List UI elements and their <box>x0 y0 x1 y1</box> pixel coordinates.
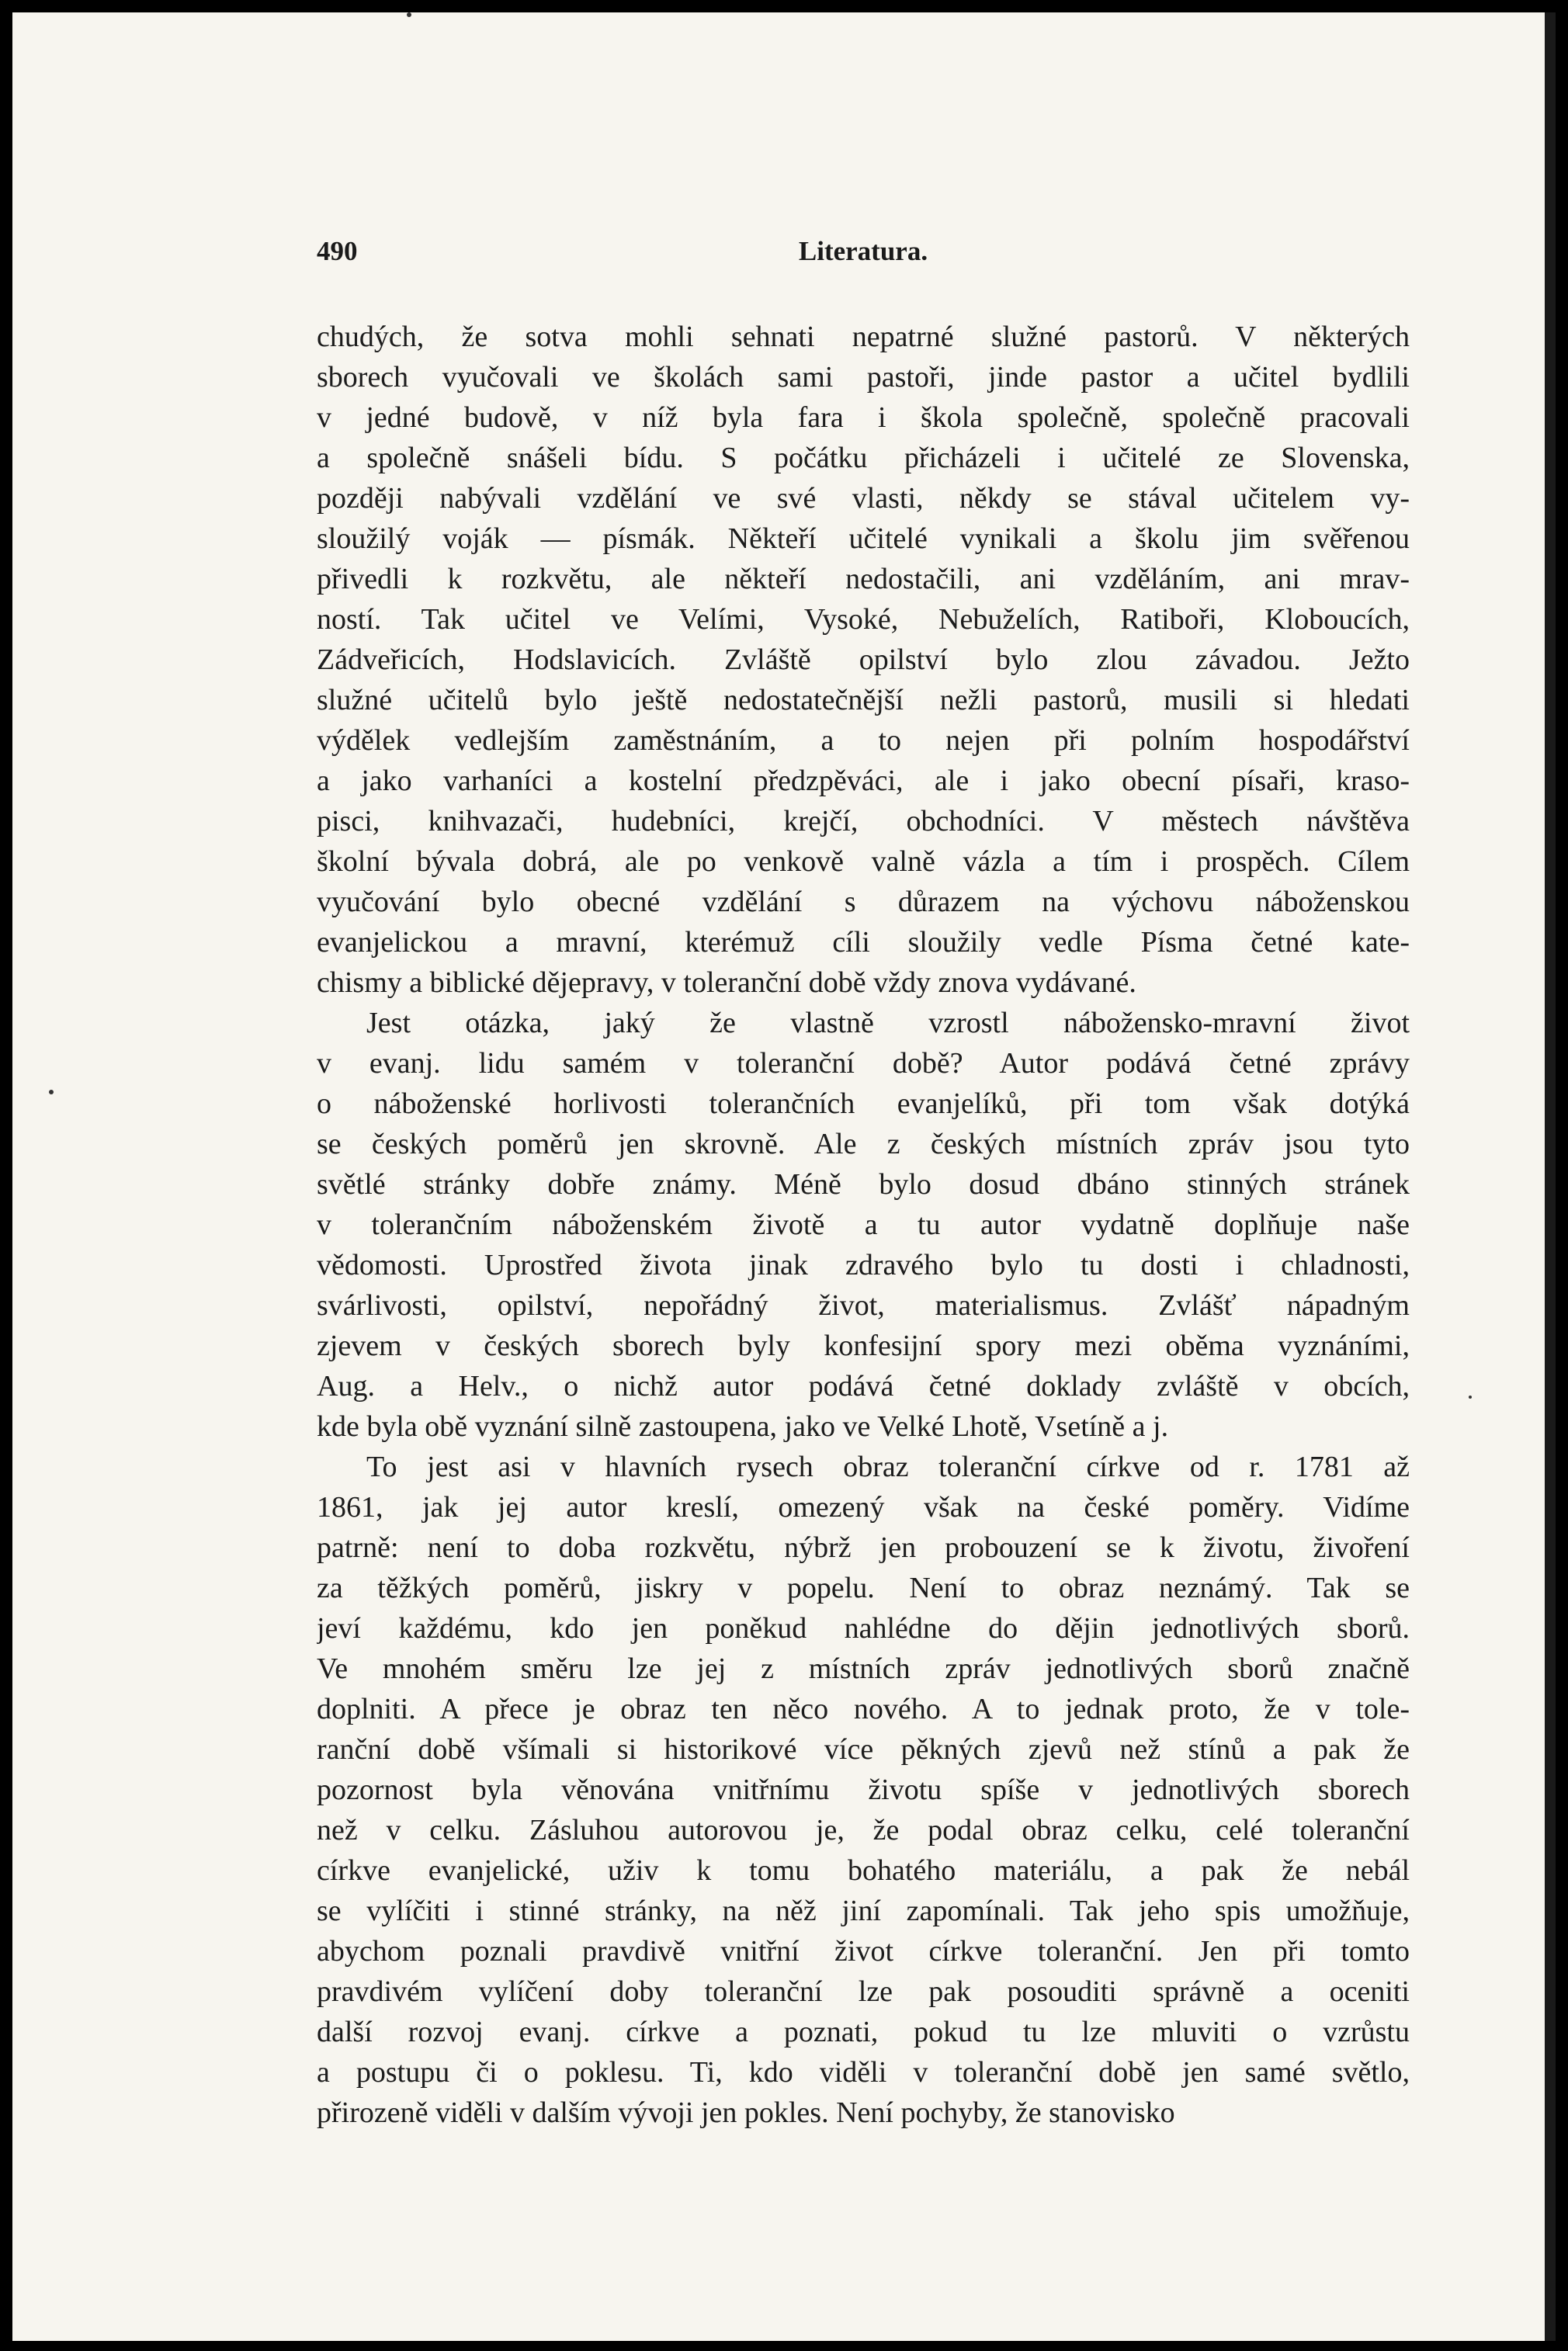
text-line: později nabývali vzdělání ve své vlasti, někdy se stával učitelem vy- <box>317 482 1410 515</box>
text-line: Aug. a Helv., o nichž autor podává četné doklady zvláště v obcích, <box>317 1370 1410 1403</box>
paragraph <box>317 317 1410 1003</box>
text-line: svárlivosti, opilství, nepořádný život, materialismus. Zvlášť nápadným <box>317 1289 1410 1322</box>
text-line: Ve mnohém směru lze jej z místních zpráv jednotlivých sborů značně <box>317 1652 1410 1685</box>
text-line: se vylíčiti i stinné stránky, na něž jiní zapomínali. Tak jeho spis umožňuje, <box>317 1895 1410 1927</box>
text-line: další rozvoj evanj. církve a poznati, pokud tu lze mluviti o vzrůstu <box>317 2016 1410 2048</box>
text-line: ností. Tak učitel ve Velími, Vysoké, Nebuželích, Ratiboři, Kloboucích, <box>317 603 1410 636</box>
text-line: v evanj. lidu samém v toleranční době? Autor podává četné zprávy <box>317 1047 1410 1080</box>
text-line: přivedli k rozkvětu, ale někteří nedostačili, ani vzděláním, ani mrav- <box>317 563 1410 595</box>
text-line: školní bývala dobrá, ale po venkově valně vázla a tím i prospěch. Cílem <box>317 845 1410 878</box>
text-line: chismy a biblické dějepravy, v toleranční době vždy znova vydávané. <box>317 966 1136 999</box>
text-line: Zádveřicích, Hodslavicích. Zvláště opilství bylo zlou závadou. Ježto <box>317 643 1410 676</box>
text-line: sloužilý voják — písmák. Někteří učitelé vynikali a školu jim svěřenou <box>317 522 1410 555</box>
text-line: vyučování bylo obecné vzdělání s důrazem na výchovu náboženskou <box>317 886 1410 918</box>
text-line: výdělek vedlejším zaměstnáním, a to nejen při polním hospodářství <box>317 724 1410 757</box>
paragraph <box>317 1003 1410 1447</box>
scan-speck <box>49 1090 54 1094</box>
text-line: jeví každému, kdo jen poněkud nahlédne do dějin jednotlivých sborů. <box>317 1612 1410 1645</box>
text-line: církve evanjelické, uživ k tomu bohatého materiálu, a pak že nebál <box>317 1854 1410 1887</box>
scanned-page <box>12 12 1556 2341</box>
text-line: o náboženské horlivosti tolerančních evanjelíků, při tom však dotýká <box>317 1087 1410 1120</box>
running-title: Literatura. <box>798 236 928 266</box>
page-edge-shadow <box>1545 12 1556 2341</box>
body-text <box>317 317 1410 2133</box>
text-line: To jest asi v hlavních rysech obraz toleranční církve od r. 1781 až <box>366 1451 1410 1483</box>
text-line: pisci, knihvazači, hudebníci, krejčí, obchodníci. V městech návštěva <box>317 805 1410 837</box>
text-line: evanjelickou a mravní, kterémuž cíli sloužily vedle Písma četné kate- <box>317 926 1410 959</box>
text-line: se českých poměrů jen skrovně. Ale z českých místních zpráv jsou tyto <box>317 1128 1410 1160</box>
text-line: chudých, že sotva mohli sehnati nepatrné služné pastorů. V některých <box>317 321 1410 353</box>
text-line: Jest otázka, jaký že vlastně vzrostl nábožensko-mravní život <box>366 1007 1410 1039</box>
text-line: vědomosti. Uprostřed života jinak zdravého bylo tu dosti i chladnosti, <box>317 1249 1410 1281</box>
text-line: abychom poznali pravdivě vnitřní život církve toleranční. Jen při tomto <box>317 1935 1410 1968</box>
text-line: služné učitelů bylo ještě nedostatečnější nežli pastorů, musili si hledati <box>317 684 1410 716</box>
text-line: kde byla obě vyznání silně zastoupena, jako ve Velké Lhotě, Vsetíně a j. <box>317 1410 1169 1443</box>
text-line: patrně: není to doba rozkvětu, nýbrž jen probouzení se k životu, živoření <box>317 1531 1410 1564</box>
text-line: 1861, jak jej autor kreslí, omezený však na české poměry. Vidíme <box>317 1491 1410 1524</box>
text-line: pozornost byla věnována vnitřnímu životu spíše v jednotlivých sborech <box>317 1774 1410 1806</box>
paragraph <box>317 1447 1410 2133</box>
text-line: za těžkých poměrů, jiskry v popelu. Není to obraz neznámý. Tak se <box>317 1572 1410 1604</box>
text-line: v tolerančním náboženském životě a tu autor vydatně doplňuje naše <box>317 1208 1410 1241</box>
scan-speck <box>407 12 411 17</box>
text-line: a jako varhaníci a kostelní předzpěváci, ale i jako obecní písaři, kraso- <box>317 765 1410 797</box>
text-line: a postupu či o poklesu. Ti, kdo viděli v toleranční době jen samé světlo, <box>317 2056 1410 2089</box>
text-line: zjevem v českých sborech byly konfesijní spory mezi oběma vyznáními, <box>317 1330 1410 1362</box>
text-line: a společně snášeli bídu. S počátku přicházeli i učitelé ze Slovenska, <box>317 442 1410 474</box>
text-line: světlé stránky dobře známy. Méně bylo dosud dbáno stinných stránek <box>317 1168 1410 1201</box>
text-line: přirozeně viděli v dalším vývoji jen pokles. Není pochyby, že stanovisko <box>317 2096 1175 2129</box>
page-number: 490 <box>317 236 358 266</box>
text-line: než v celku. Zásluhou autorovou je, že podal obraz celku, celé toleranční <box>317 1814 1410 1846</box>
text-line: pravdivém vylíčení doby toleranční lze pak posouditi správně a oceniti <box>317 1975 1410 2008</box>
scan-speck <box>1469 1396 1472 1399</box>
page-header <box>317 236 1410 283</box>
text-line: doplniti. A přece je obraz ten něco nového. A to jednak proto, že v tole- <box>317 1693 1410 1725</box>
text-line: ranční době všímali si historikové více pěkných zjevů než stínů a pak že <box>317 1733 1410 1766</box>
text-line: sborech vyučovali ve školách sami pastoři, jinde pastor a učitel bydlili <box>317 361 1410 394</box>
text-line: v jedné budově, v níž byla fara i škola společně, společně pracovali <box>317 401 1410 434</box>
